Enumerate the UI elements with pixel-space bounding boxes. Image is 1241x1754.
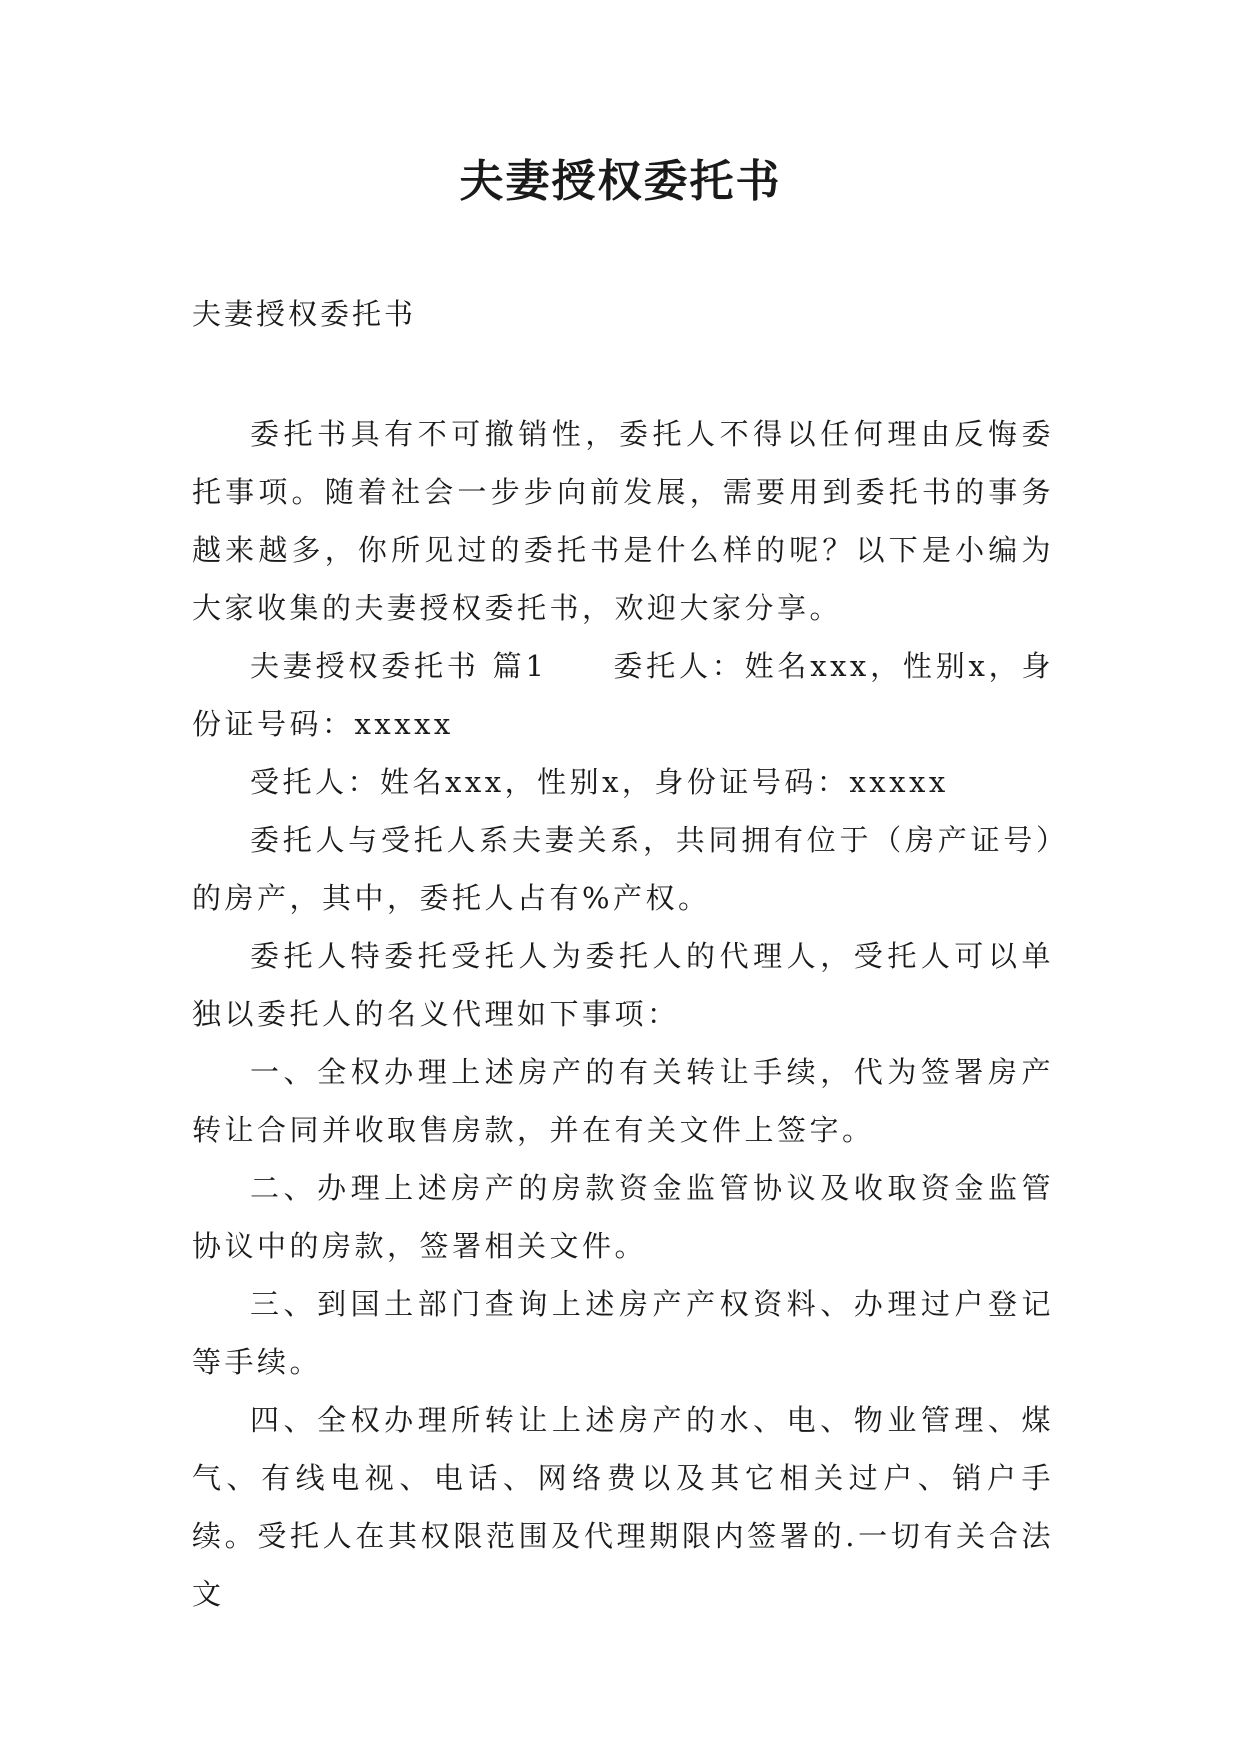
document-subtitle: 夫妻授权委托书: [192, 297, 417, 331]
paragraph-authorization: 委托人特委托受托人为委托人的代理人，受托人可以单独以委托人的名义代理如下事项：: [192, 939, 1054, 1031]
paragraph-principal: 夫妻授权委托书 篇1 委托人：姓名xxx，性别x，身份证号码：xxxxx: [192, 649, 1054, 741]
paragraph-agent: 受托人：姓名xxx，性别x，身份证号码：xxxxx: [250, 765, 949, 799]
paragraph-item-2: 二、办理上述房产的房款资金监管协议及收取资金监管协议中的房款，签署相关文件。: [192, 1171, 1054, 1263]
paragraph-intro: 委托书具有不可撤销性，委托人不得以任何理由反悔委托事项。随着社会一步步向前发展，需要用到委托书的事务越来越多，你所见过的委托书是什么样的呢？以下是小编为大家收集的夫妻授权委托书，欢迎大家分享。: [192, 417, 1054, 625]
paragraph-relationship: 委托人与受托人系夫妻关系，共同拥有位于（房产证号）的房产，其中，委托人占有%产权。: [192, 823, 1054, 915]
document-body: [192, 405, 1054, 1623]
paragraph-item-4: 四、全权办理所转让上述房产的水、电、物业管理、煤气、有线电视、电话、网络费以及其它相关过户、销户手续。受托人在其权限范围及代理期限内签署的.一切有关合法文: [192, 1403, 1054, 1611]
paragraph-item-1: 一、全权办理上述房产的有关转让手续，代为签署房产转让合同并收取售房款，并在有关文件上签字。: [192, 1055, 1054, 1147]
document-title: 夫妻授权委托书: [459, 156, 782, 207]
paragraph-item-3: 三、到国土部门查询上述房产产权资料、办理过户登记等手续。: [192, 1287, 1054, 1379]
